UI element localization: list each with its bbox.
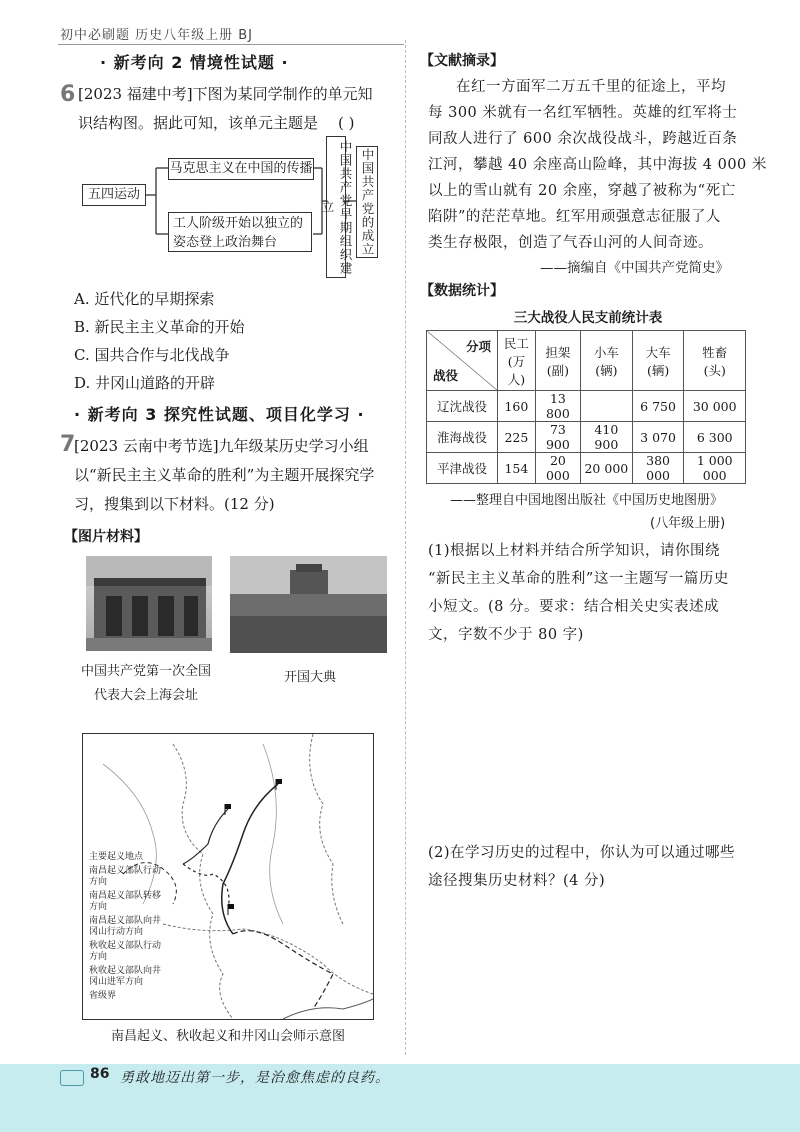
option-c[interactable]: C. 国共合作与北伐战争 bbox=[74, 346, 230, 364]
table-source: ——整理自中国地图出版社《中国历史地图册》 bbox=[450, 493, 724, 508]
table-row bbox=[427, 422, 746, 453]
table-header-row bbox=[427, 331, 746, 391]
header-wagons-unit: (辆) bbox=[646, 362, 670, 378]
table-cell: 380 000 bbox=[632, 453, 684, 484]
table-cell: 20 000 bbox=[581, 453, 633, 484]
table-cell: 淮海战役 bbox=[427, 422, 498, 453]
excerpt-source: ——摘编自《中国共产党简史》 bbox=[540, 260, 729, 276]
table-cell: 3 070 bbox=[632, 422, 684, 453]
knowledge-diagram bbox=[80, 136, 380, 292]
legend-item-nanchang-action: 南昌起义部队行动方向 bbox=[89, 866, 162, 887]
header-rule bbox=[58, 44, 404, 45]
section-title-3: · 新考向 3 探究性试题、项目化学习 · bbox=[74, 405, 365, 424]
header-cell-wagons bbox=[632, 331, 684, 391]
legend-item-autumn-jinggang: 秋收起义部队向井冈山进军方向 bbox=[89, 966, 162, 987]
header-cell-laborers bbox=[498, 331, 536, 391]
option-b[interactable]: B. 新民主主义革命的开始 bbox=[74, 318, 245, 336]
section-title-2: · 新考向 2 情境性试题 · bbox=[100, 53, 289, 72]
sub-question-1 bbox=[428, 537, 768, 649]
photo1-caption-line1: 中国共产党第一次全国 bbox=[80, 664, 211, 679]
sub1-line-2: “新民主主义革命的胜利”这一主题写一篇历史 bbox=[428, 571, 729, 587]
uprising-map bbox=[82, 733, 374, 1020]
photo1-caption bbox=[56, 660, 236, 708]
excerpt-line-4: 江河，攀越 40 余座高山险峰，其中海拔 4 000 米 bbox=[428, 157, 767, 173]
sub1-line-1: (1)根据以上材料并结合所学知识，请你围绕 bbox=[428, 543, 721, 559]
support-statistics-table bbox=[426, 330, 746, 484]
q6-stem bbox=[78, 80, 404, 138]
answer-area-2[interactable] bbox=[428, 900, 768, 1050]
header-livestock-name: 牲畜 bbox=[702, 344, 728, 360]
table-cell: 154 bbox=[498, 453, 536, 484]
table-row bbox=[427, 453, 746, 484]
excerpt-line-3: 同敌人进行了 600 余次战役战斗，跨越近百条 bbox=[428, 131, 738, 147]
sub2-line-2: 途径搜集历史材料？(4 分) bbox=[428, 873, 606, 889]
picture-material-tag: 【图片材料】 bbox=[64, 529, 148, 545]
ceremony-photo-illustration bbox=[230, 556, 387, 653]
table-cell: 225 bbox=[498, 422, 536, 453]
table-cell: 20 000 bbox=[535, 453, 580, 484]
party-congress-site-photo bbox=[86, 556, 212, 651]
table-cell: 辽沈战役 bbox=[427, 391, 498, 422]
footer-motto: 勇敢地迈出第一步，是治愈焦虑的良药。 bbox=[120, 1070, 390, 1086]
table-cell: 6 300 bbox=[684, 422, 746, 453]
page-header: 初中必刷题 历史八年级上册 BJ bbox=[60, 28, 254, 43]
legend-item-nanchang-jinggang: 南昌起义部队向井冈山行动方向 bbox=[89, 916, 162, 937]
sub1-line-3: 小短文。(8 分。要求：结合相关史实表述成 bbox=[428, 599, 719, 615]
header-stretchers-unit: (副) bbox=[546, 362, 570, 378]
legend-item-uprising-sites: 主要起义地点 bbox=[89, 852, 144, 862]
table-cell: 73 900 bbox=[535, 422, 580, 453]
q7-line2: 以“新民主主义革命的胜利”为主题开展探究学 bbox=[74, 466, 375, 484]
excerpt-line-6: 陷阱”的茫茫草地。红军用顽强意志征服了人 bbox=[428, 209, 721, 225]
corner-label-item: 分项 bbox=[465, 339, 491, 354]
document-excerpt bbox=[428, 74, 768, 256]
table-cell bbox=[581, 391, 633, 422]
header-laborers-name: 民工 bbox=[503, 335, 529, 351]
answer-blank[interactable]: ( ) bbox=[338, 114, 355, 132]
diagram-node-working-class: 工人阶级开始以独立的姿态登上政治舞台 bbox=[168, 212, 312, 252]
header-cell-stretchers bbox=[535, 331, 580, 391]
map-caption: 南昌起义、秋收起义和井冈山会师示意图 bbox=[110, 1029, 345, 1044]
table-corner-cell bbox=[427, 331, 498, 391]
sub2-line-1: (2)在学习历史的过程中，你认为可以通过哪些 bbox=[428, 845, 736, 861]
document-excerpt-tag: 【文献摘录】 bbox=[420, 53, 504, 69]
header-stretchers-name: 担架 bbox=[545, 344, 571, 360]
column-divider bbox=[405, 40, 406, 1055]
table-title: 三大战役人民支前统计表 bbox=[513, 310, 663, 326]
table-row bbox=[427, 391, 746, 422]
header-laborers-unit: (万人) bbox=[507, 353, 526, 387]
q6-options bbox=[74, 285, 245, 397]
table-cell: 13 800 bbox=[535, 391, 580, 422]
question-number-6: 6 bbox=[60, 82, 76, 107]
diagram-node-party-founding: 中国共产党的成立 bbox=[356, 146, 378, 258]
header-cell-carts bbox=[581, 331, 633, 391]
page-number: 86 bbox=[90, 1066, 110, 1082]
option-a[interactable]: A. 近代化的早期探索 bbox=[74, 290, 215, 308]
corner-label-campaign: 战役 bbox=[433, 368, 459, 383]
header-livestock-unit: (头) bbox=[703, 362, 726, 378]
q7-line1: [2023 云南中考节选]九年级某历史学习小组 bbox=[74, 437, 369, 455]
legend-item-provincial-border: 省级界 bbox=[89, 991, 117, 1001]
header-cell-livestock bbox=[684, 331, 746, 391]
book-icon bbox=[60, 1070, 84, 1086]
question-number-7: 7 bbox=[60, 432, 76, 457]
q7-stem bbox=[74, 432, 404, 519]
q6-line2: 识结构图。据此可知，该单元主题是 bbox=[78, 114, 319, 132]
header-carts-unit: (辆) bbox=[595, 362, 618, 378]
q6-line1: [2023 福建中考]下图为某同学制作的单元知 bbox=[78, 85, 373, 103]
excerpt-line-2: 每 300 米就有一名红军牺牲。英雄的红军将士 bbox=[428, 105, 738, 121]
excerpt-line-1: 在红一方面军二万五千里的征途上，平均 bbox=[456, 79, 726, 95]
legend-item-nanchang-transfer: 南昌起义部队转移方向 bbox=[89, 891, 162, 912]
sub-question-2 bbox=[428, 839, 768, 895]
excerpt-line-5: 以上的雪山就有 20 余座，穿越了被称为“死亡 bbox=[428, 183, 736, 199]
table-cell: 410 900 bbox=[581, 422, 633, 453]
diagram-node-early-party: 中国共产党早期组织建立 bbox=[326, 136, 346, 278]
diagram-node-marxism: 马克思主义在中国的传播 bbox=[168, 158, 314, 180]
q7-line3: 习，搜集到以下材料。(12 分) bbox=[74, 495, 275, 513]
table-cell: 1 000 000 bbox=[684, 453, 746, 484]
answer-area-1[interactable] bbox=[428, 650, 768, 830]
q6-line2-wrap bbox=[78, 109, 404, 138]
photo2-caption: 开国大典 bbox=[283, 670, 336, 685]
map-legend bbox=[89, 852, 169, 1002]
diagram-node-may-fourth: 五四运动 bbox=[82, 184, 146, 206]
table-cell: 6 750 bbox=[632, 391, 684, 422]
header-wagons-name: 大车 bbox=[645, 344, 671, 360]
photo1-caption-line2: 代表大会上海会址 bbox=[93, 688, 198, 703]
sub1-line-4: 文，字数不少于 80 字) bbox=[428, 627, 584, 643]
table-cell: 160 bbox=[498, 391, 536, 422]
excerpt-line-7: 类生存极限，创造了气吞山河的人间奇迹。 bbox=[428, 235, 713, 251]
table-source-edition: (八年级上册) bbox=[650, 516, 726, 531]
header-carts-name: 小车 bbox=[593, 344, 619, 360]
data-statistics-tag: 【数据统计】 bbox=[420, 283, 504, 299]
table-cell: 30 000 bbox=[684, 391, 746, 422]
founding-ceremony-photo bbox=[230, 556, 387, 653]
table-cell: 平津战役 bbox=[427, 453, 498, 484]
option-d[interactable]: D. 井冈山道路的开辟 bbox=[74, 374, 216, 392]
legend-item-autumn-action: 秋收起义部队行动方向 bbox=[89, 941, 162, 962]
building-photo-illustration bbox=[86, 556, 212, 651]
